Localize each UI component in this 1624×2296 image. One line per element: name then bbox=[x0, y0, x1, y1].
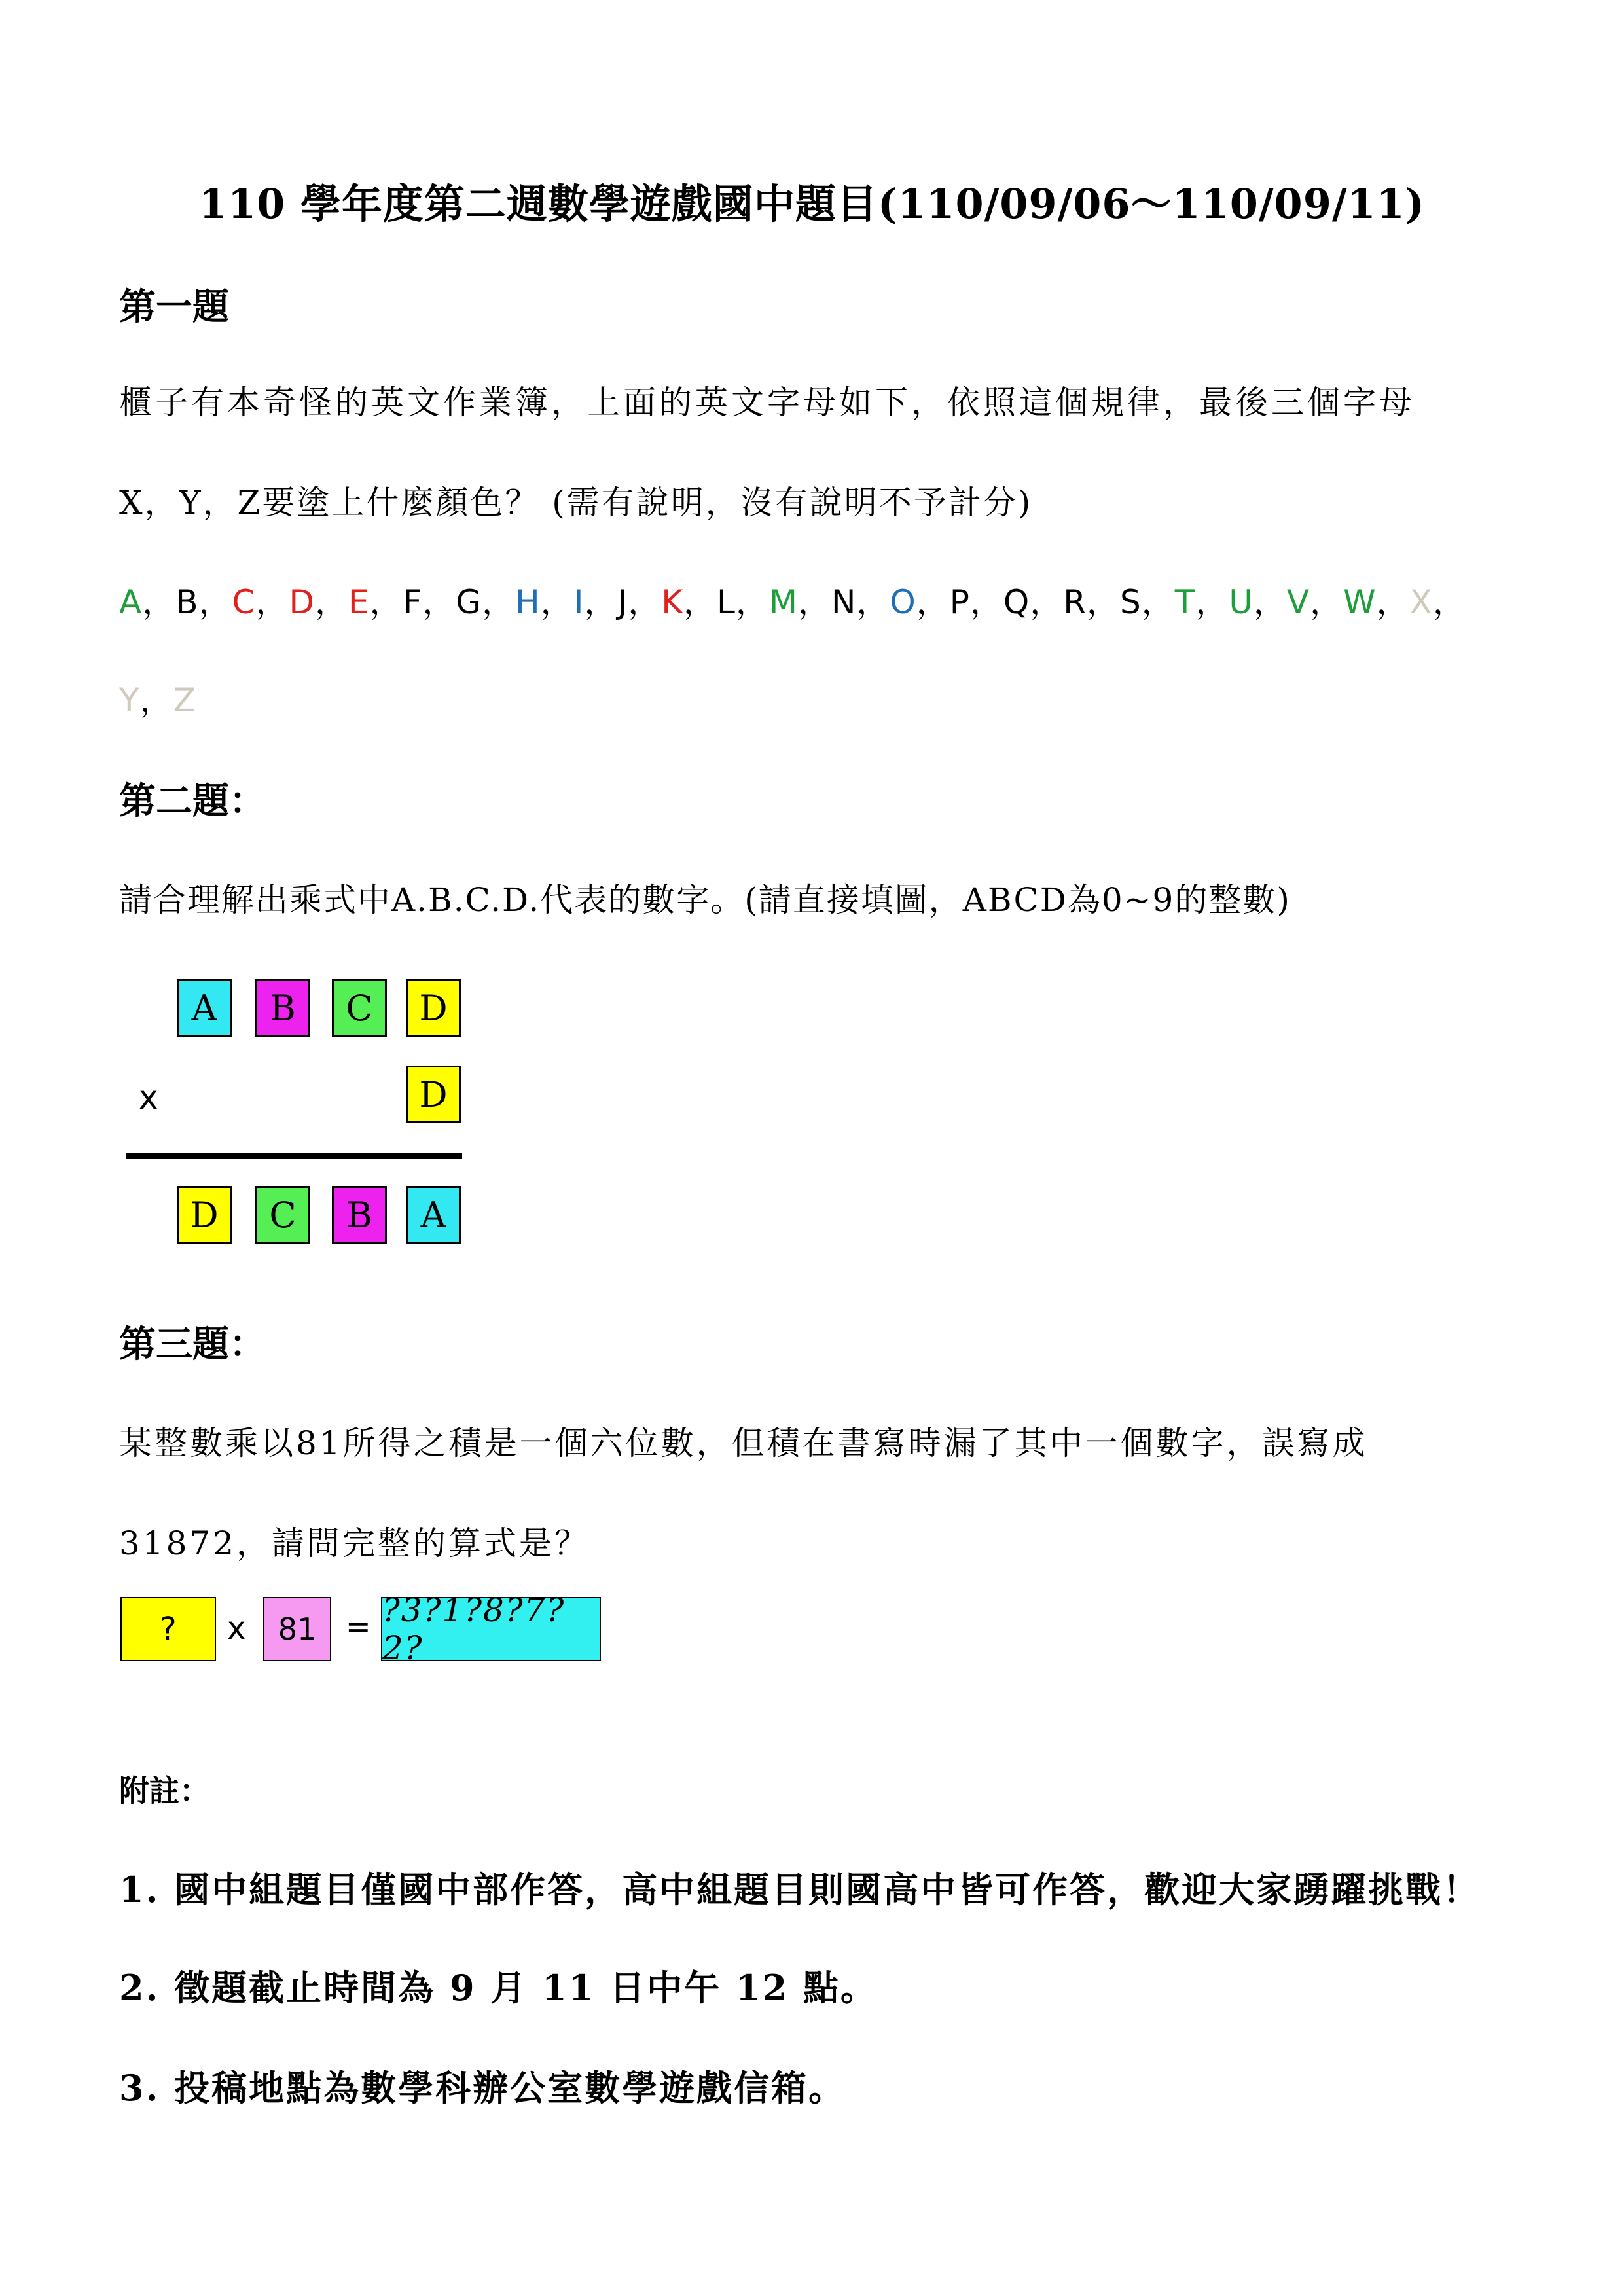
letter-separator: ， bbox=[139, 681, 173, 719]
letter-m: M bbox=[768, 583, 798, 621]
note-item-2: 2. 徵題截止時間為 9 月 11 日中午 12 點。 bbox=[119, 1967, 878, 2009]
letter-t: T bbox=[1174, 583, 1196, 621]
equals-symbol: = bbox=[346, 1609, 371, 1644]
letter-r: R bbox=[1063, 583, 1087, 621]
letter-separator: ， bbox=[142, 583, 176, 621]
result-box-b: B bbox=[332, 1186, 387, 1244]
unknown-box: ? bbox=[120, 1597, 216, 1661]
letter-p: P bbox=[949, 583, 970, 621]
letter-separator: ， bbox=[1310, 583, 1344, 621]
top-box-b: B bbox=[255, 979, 310, 1037]
letter-separator: ， bbox=[422, 583, 456, 621]
letter-s: S bbox=[1120, 583, 1142, 621]
notes-heading: 附註： bbox=[119, 1773, 209, 1808]
letter-separator: ， bbox=[584, 583, 618, 621]
letter-separator: ， bbox=[1253, 583, 1287, 621]
times-symbol: x bbox=[139, 1079, 158, 1117]
letter-f: F bbox=[403, 583, 423, 621]
letter-v: V bbox=[1286, 583, 1310, 621]
top-box-a: A bbox=[177, 979, 232, 1037]
letter-d: D bbox=[289, 583, 315, 621]
times-symbol: x bbox=[227, 1610, 246, 1647]
letter-z: Z bbox=[173, 681, 196, 719]
letter-separator: ， bbox=[314, 583, 348, 621]
letter-separator: ， bbox=[198, 583, 232, 621]
note-item-1: 1. 國中組題目僅國中部作答，高中組題目則國高中皆可作答，歡迎大家踴躍挑戰！ bbox=[119, 1869, 1481, 1910]
letter-x: X bbox=[1409, 583, 1433, 621]
letter-separator: ， bbox=[628, 583, 662, 621]
q1-line2: X，Y，Z要塗上什麼顏色？ (需有說明，沒有說明不予計分) bbox=[119, 484, 1033, 522]
result-box-d: D bbox=[177, 1186, 232, 1244]
letter-separator: ， bbox=[1087, 583, 1121, 621]
q1-letter-sequence-cont bbox=[119, 674, 196, 721]
letter-j: J bbox=[617, 583, 628, 621]
letter-separator: ， bbox=[540, 583, 574, 621]
letter-l: L bbox=[716, 583, 736, 621]
multiplier-box-d: D bbox=[406, 1066, 461, 1123]
q1-line1: 櫃子有本奇怪的英文作業簿，上面的英文字母如下，依照這個規律，最後三個字母 bbox=[119, 384, 1415, 422]
q3-line2: 31872，請問完整的算式是？ bbox=[119, 1524, 590, 1562]
letter-separator: ， bbox=[1141, 583, 1175, 621]
letter-c: C bbox=[232, 583, 256, 621]
letter-n: N bbox=[831, 583, 857, 621]
result-box-c: C bbox=[255, 1186, 310, 1244]
q1-letter-sequence bbox=[119, 576, 1466, 623]
multiplier-81-box: 81 bbox=[263, 1597, 331, 1661]
q1-heading: 第一題 bbox=[119, 285, 229, 329]
letter-g: G bbox=[456, 583, 482, 621]
q3-line1: 某整數乘以81所得之積是一個六位數，但積在書寫時漏了其中一個數字，誤寫成 bbox=[119, 1424, 1368, 1462]
top-box-d: D bbox=[406, 979, 461, 1037]
letter-u: U bbox=[1229, 583, 1254, 621]
page-title: 110 學年度第二週數學遊戲國中題目(110/09/06～110/09/11) bbox=[198, 180, 1426, 228]
letter-separator: ， bbox=[856, 583, 890, 621]
q2-heading: 第二題： bbox=[119, 780, 266, 823]
letter-separator: ， bbox=[1432, 583, 1466, 621]
letter-separator: ， bbox=[369, 583, 403, 621]
letter-k: K bbox=[661, 583, 683, 621]
letter-separator: ， bbox=[1376, 583, 1410, 621]
letter-w: W bbox=[1343, 583, 1377, 621]
letter-a: A bbox=[119, 583, 143, 621]
letter-i: I bbox=[573, 583, 585, 621]
letter-q: Q bbox=[1003, 583, 1030, 621]
letter-separator: ， bbox=[969, 583, 1003, 621]
letter-separator: ， bbox=[916, 583, 950, 621]
letter-b: B bbox=[175, 583, 199, 621]
q3-heading: 第三題： bbox=[119, 1323, 266, 1366]
letter-separator: ， bbox=[797, 583, 831, 621]
letter-separator: ， bbox=[1195, 583, 1229, 621]
note-item-3: 3. 投稿地點為數學科辦公室數學遊戲信箱。 bbox=[119, 2067, 846, 2109]
letter-separator: ， bbox=[683, 583, 717, 621]
letter-y: Y bbox=[119, 681, 140, 719]
letter-h: H bbox=[515, 583, 541, 621]
result-box-a: A bbox=[406, 1186, 461, 1244]
product-box: ?3?1?8?7?2? bbox=[381, 1597, 601, 1661]
letter-o: O bbox=[890, 583, 916, 621]
q2-line1: 請合理解出乘式中A.B.C.D.代表的數字。(請直接填圖，ABCD為0~9的整數) bbox=[119, 881, 1291, 919]
letter-separator: ， bbox=[735, 583, 769, 621]
top-box-c: C bbox=[332, 979, 387, 1037]
product-rule-line bbox=[126, 1153, 462, 1159]
letter-separator: ， bbox=[255, 583, 289, 621]
letter-e: E bbox=[348, 583, 370, 621]
letter-separator: ， bbox=[482, 583, 516, 621]
letter-separator: ， bbox=[1030, 583, 1064, 621]
